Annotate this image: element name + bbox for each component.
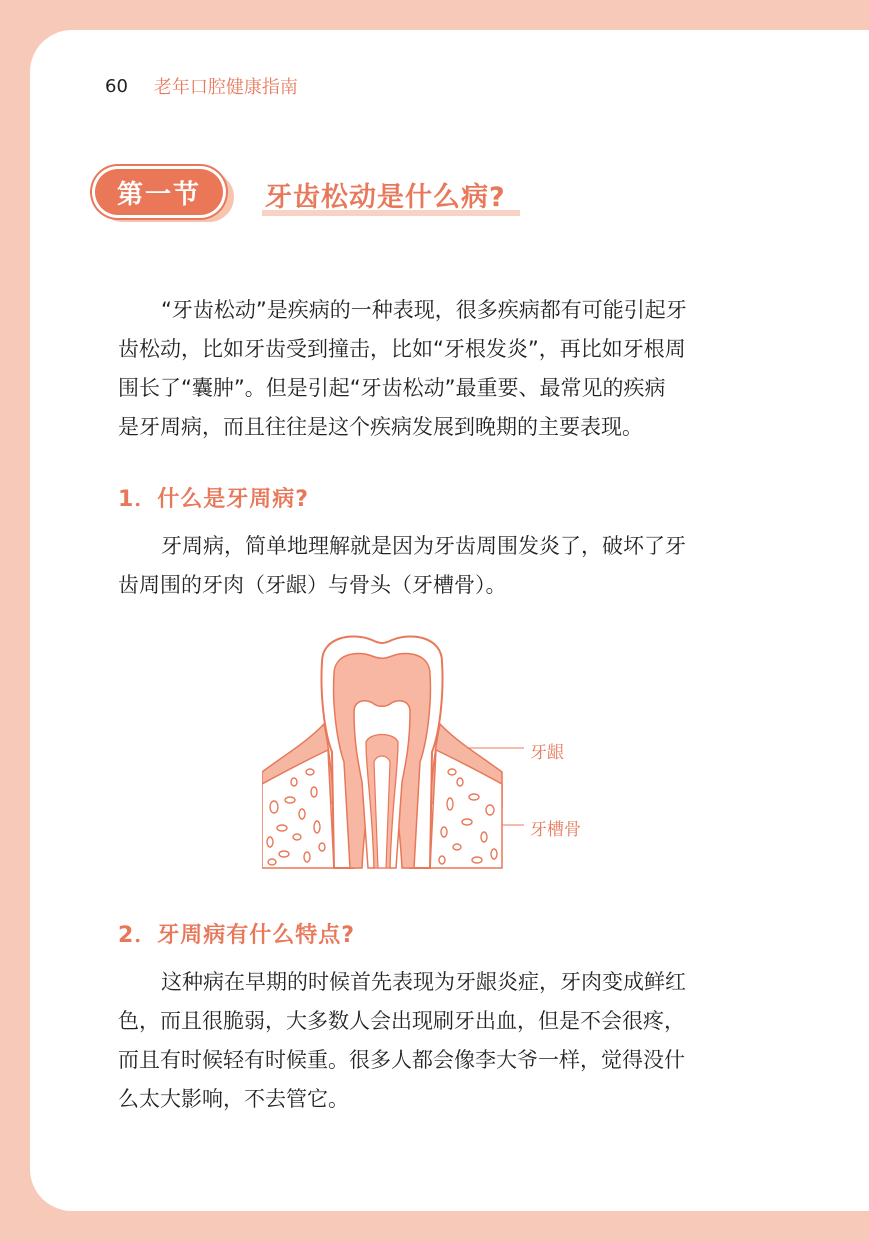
text-line: 牙周病，简单地理解就是因为牙齿周围发炎了，破坏了牙 <box>161 534 686 558</box>
text-line: 齿周围的牙肉（牙龈）与骨头（牙槽骨）。 <box>118 573 507 597</box>
running-header <box>105 73 298 99</box>
text-line: 齿松动，比如牙齿受到撞击，比如“牙根发炎”，再比如牙根周 <box>118 337 686 361</box>
text-line: 是牙周病，而且往往是这个疾病发展到晚期的主要表现。 <box>118 415 643 439</box>
tooth-diagram <box>262 632 592 870</box>
section-badge-label: 第一节 <box>92 166 226 218</box>
question-2-paragraph <box>118 963 728 1119</box>
page-number: 60 <box>105 75 128 97</box>
section-badge <box>88 162 238 228</box>
text-line: “牙齿松动”是疾病的一种表现，很多疾病都有可能引起牙 <box>161 298 687 322</box>
text-line: 这种病在早期的时候首先表现为牙龈炎症，牙肉变成鲜红 <box>161 970 686 994</box>
intro-paragraph <box>118 291 728 447</box>
section-title: 牙齿松动是什么病? <box>265 182 506 213</box>
label-alveolar-bone: 牙槽骨 <box>530 820 581 840</box>
question-1-heading: 1．什么是牙周病? <box>118 487 310 512</box>
question-2-heading: 2．牙周病有什么特点? <box>118 923 356 948</box>
question-1-paragraph <box>118 527 728 605</box>
text-line: 么太大影响，不去管它。 <box>118 1087 349 1111</box>
book-title: 老年口腔健康指南 <box>153 77 298 98</box>
text-line: 色，而且很脆弱，大多数人会出现刷牙出血，但是不会很疼， <box>118 1009 685 1033</box>
text-line: 而且有时候轻有时候重。很多人都会像李大爷一样，觉得没什 <box>118 1048 685 1072</box>
label-gum: 牙龈 <box>530 743 564 763</box>
text-line: 围长了“囊肿”。但是引起“牙齿松动”最重要、最常见的疾病 <box>118 376 666 400</box>
